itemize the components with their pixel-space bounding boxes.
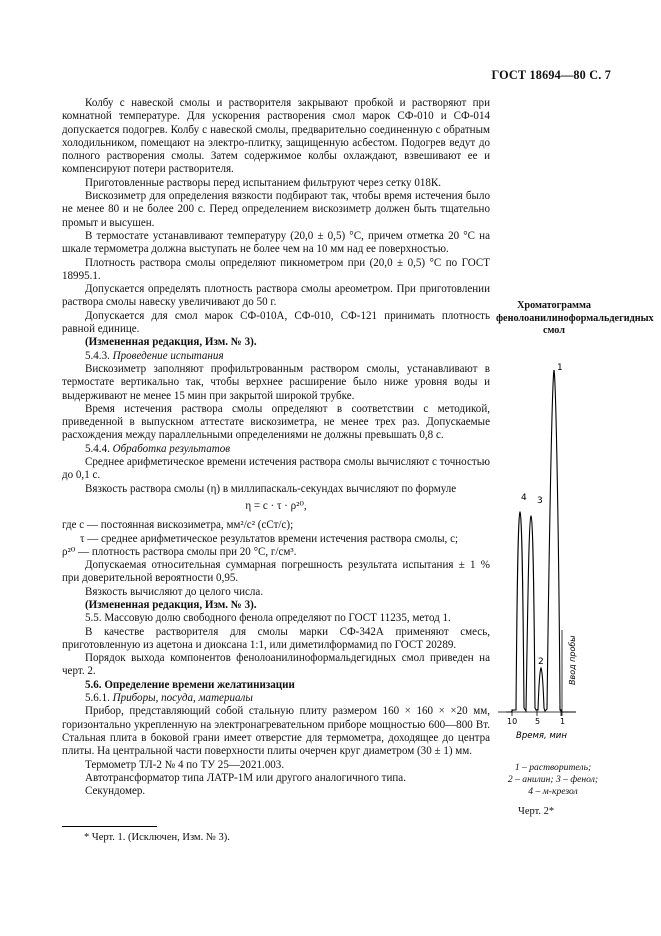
section-heading-5-4-3 bbox=[62, 350, 490, 363]
paragraph: Вязкость вычисляют до целого числа. bbox=[85, 585, 264, 598]
footnote-divider bbox=[62, 826, 157, 827]
amendment-note: (Измененная редакция, Изм. № 3). bbox=[85, 598, 257, 611]
formula-explanation: где c — постоянная вискозиметра, мм²/с² (сСт/с); bbox=[62, 519, 294, 532]
paragraph: Вязкость раствора смолы (η) в миллипаскаль-секундах вычисляют по формуле bbox=[85, 482, 457, 495]
amendment-note: (Измененная редакция, Изм. № 3). bbox=[85, 336, 257, 349]
x-axis-label: Время, мин bbox=[516, 731, 567, 741]
paragraph: В качестве растворителя для смолы марки СФ-342А применяют смесь, приготовленную из ацетона и диоксана 1:1, или диметилформамид по ГОСТ 20289. bbox=[62, 625, 490, 651]
paragraph: Допускается для смол марок СФ-010А, СФ-010, СФ-121 принимать плотность равной единице. bbox=[62, 309, 490, 336]
x-tick-label: 5 bbox=[535, 717, 541, 726]
paragraph: Автотрансформатор типа ЛАТР-1М или другого аналогичного типа. bbox=[85, 771, 406, 784]
paragraph: Вискозиметр заполняют профильтрованным раствором смолы, устанавливают в термостате вертикально так, чтобы верхнее расширение было ниже уровня воды и выдерживают не менее 15 мин при закрытой широкой трубке. bbox=[62, 362, 490, 402]
footnote: * Черт. 1. (Исключен, Изм. № 3). bbox=[84, 832, 230, 843]
formula-explanation: ρ²⁰ — плотность раствора смолы при 20 °С, г/см³. bbox=[62, 545, 297, 558]
section-heading-5-4-4 bbox=[62, 443, 490, 456]
paragraph: Секундомер. bbox=[85, 785, 146, 798]
legend-line: 1 – растворитель; bbox=[514, 762, 592, 773]
paragraph: Допускается определять плотность раствора смолы ареометром. При приготовлении раствора смолы навеску увеличивают до 50 г. bbox=[62, 283, 490, 309]
paragraph: В термостате устанавливают температуру (20,0 ± 0,5) °С, причем отметка 20 °С на шкале термометра должна выступать не более чем на 10 мм над ее поверхностью. bbox=[62, 229, 490, 256]
peak-label-2: 2 bbox=[538, 657, 544, 667]
paragraph: Приготовленные растворы перед испытанием фильтруют через сетку 018К. bbox=[85, 176, 442, 189]
section-title: Приборы, посуда, материалы bbox=[112, 692, 253, 705]
section-heading-5-6-1 bbox=[62, 692, 490, 705]
peak-label-3: 3 bbox=[537, 496, 543, 506]
paragraph: Время истечения раствора смолы определяют в соответствии с методикой, приведенной в выпускном аттестате вискозиметра, не менее трех раз. Допускаемые расхождения между параллельными определениями не должны превышать 0,8 с. bbox=[62, 402, 490, 442]
figure-title: Хроматограмма фенолоанилиноформальдегидных смол bbox=[496, 300, 654, 336]
figure-legend bbox=[493, 762, 613, 797]
section-number: 5.4.4. bbox=[85, 442, 110, 455]
paragraph: Прибор, представляющий собой стальную плиту размером 160 × 160 × ×20 мм, горизонтально укрепленную на электронагревательном приборе мощностью 600—800 Вт. Стальная плита в боковой грани имеет отверстие для термометра, доходящее до центра плиты. На центральной части поверхности плиты очерчен круг диаметром (30 ± 1) мм. bbox=[62, 705, 490, 758]
figure-caption: Черт. 2* bbox=[518, 806, 555, 817]
chromatogram bbox=[490, 340, 620, 760]
section-title: Проведение испытания bbox=[112, 349, 224, 362]
injection-label: Ввод пробы bbox=[568, 635, 577, 685]
paragraph: Колбу с навеской смолы и растворителя закрывают пробкой и растворяют при комнатной температуре. Для ускорения растворения смол марок СФ-010 и СФ-014 допускается подогрев. Колбу с навеской смолы, предварительно соединенную с обратным холодильником, помещают на электро-плитку, защищенную асбестом. Подогрев ведут до полного растворения смолы. Затем содержимое колбы охлаждают, взвешивают ее и компенсируют потери растворителя. bbox=[62, 97, 490, 176]
formula-explanation: τ — среднее арифметическое результатов времени истечения раствора смолы, с; bbox=[80, 532, 459, 545]
section-title: Обработка результатов bbox=[112, 442, 231, 455]
peak-label-4: 4 bbox=[521, 493, 527, 503]
main-text bbox=[62, 97, 490, 798]
paragraph: Допускаемая относительная суммарная погрешность результата испытания ± 1 % при доверительной вероятности 0,95. bbox=[62, 559, 490, 585]
legend-line: 2 – анилин; 3 – фенол; bbox=[507, 773, 599, 785]
paragraph: Плотность раствора смолы определяют пикнометром при (20,0 ± 0,5) °С по ГОСТ 18995.1. bbox=[62, 256, 490, 282]
x-tick-label: 10 bbox=[507, 717, 518, 726]
legend-line: 4 – м-крезол bbox=[528, 785, 578, 797]
paragraph: Вискозиметр для определения вязкости подбирают так, чтобы время истечения было не менее 80 и не более 200 с. Перед определением вискозиметр должен быть тщательно промыт и высушен. bbox=[62, 190, 490, 229]
x-tick-label: 1 bbox=[560, 717, 566, 726]
paragraph: 5.5. Массовую долю свободного фенола определяют по ГОСТ 11235, метод 1. bbox=[85, 612, 451, 625]
peak-label-1: 1 bbox=[557, 363, 563, 373]
paragraph: Термометр ТЛ-2 № 4 по ТУ 25—2021.003. bbox=[85, 758, 285, 771]
section-number: 5.6.1. bbox=[85, 692, 110, 705]
paragraph: Среднее арифметическое времени истечения раствора смолы вычисляют с точностью до 0,1 с. bbox=[62, 456, 490, 482]
section-heading-5-6: 5.6. Определение времени желатинизации bbox=[85, 678, 295, 691]
section-number: 5.4.3. bbox=[85, 349, 110, 362]
page-header: ГОСТ 18694—80 С. 7 bbox=[491, 68, 611, 82]
formula: η = c · τ · ρ²⁰, bbox=[245, 499, 307, 512]
paragraph: Порядок выхода компонентов фенолоанилиноформальдегидных смол приведен на черт. 2. bbox=[62, 652, 490, 678]
